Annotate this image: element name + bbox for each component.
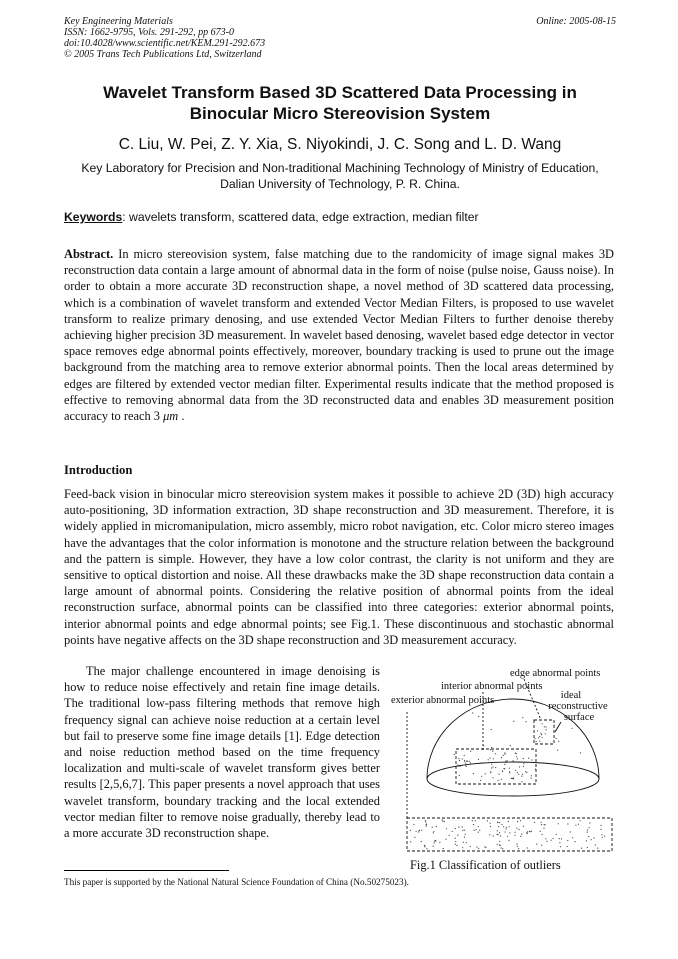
scatter-points [410, 712, 605, 849]
noise-dot [419, 830, 420, 831]
noise-dot [578, 824, 579, 825]
abstract-text: In micro stereovision system, false matching due to the randomicity of image signal makes 3D reconstruction data contain a large amount of abnormal data in the form of noise (pulse noise, Gauss noise). In order to obtain a more accurate 3D reconstruction shape, a novel method of 3D scattered data processing, which is a combination of wavelet transform and extended Vector Median Filters, is proposed to use wavelet transform to realize primary denosing, and use extended Vector Median Filters to further denoise thereby achieving higher precision 3D measurement. In wavelet based denosing, wavelet based edge detector in vector space removes edge abnormal points effectively, moreover, boundary tracking is used to prune out the image background from the matching area to remove exterior abnormal points. Then the local areas determined by edges are filtered by extended vector median filter. Experimental results indicate that the method proposed is effective to removing abnormal data from the 3D reconstructed data and enables 3D measurement position accuracy to reach 3 [64, 247, 614, 424]
section-heading-introduction: Introduction [64, 463, 133, 477]
noise-dot [455, 838, 456, 839]
noise-dot [509, 771, 510, 772]
noise-dot [545, 824, 546, 825]
noise-dot [518, 774, 519, 775]
noise-dot [530, 778, 531, 779]
keywords-text: wavelets transform, scattered data, edge extraction, median filter [125, 210, 479, 224]
noise-dot [527, 833, 528, 834]
noise-dot [546, 841, 547, 842]
noise-dot [534, 822, 535, 823]
noise-dot [487, 820, 488, 821]
noise-dot [497, 822, 498, 823]
noise-dot [497, 844, 498, 845]
noise-dot [558, 823, 559, 824]
noise-dot [502, 848, 503, 849]
noise-dot [574, 841, 575, 842]
noise-dot [466, 761, 467, 762]
noise-dot [490, 826, 491, 827]
noise-dot [511, 778, 512, 779]
noise-dot [443, 848, 444, 849]
noise-dot [538, 737, 539, 738]
noise-dot [507, 760, 508, 761]
noise-dot [498, 780, 499, 781]
noise-dot [444, 821, 445, 822]
noise-dot [488, 759, 489, 760]
noise-dot [542, 834, 543, 835]
noise-dot [491, 767, 492, 768]
paper-title [64, 82, 616, 124]
noise-dot [500, 845, 501, 846]
noise-dot [531, 831, 532, 832]
noise-dot [478, 826, 479, 827]
noise-dot [464, 755, 465, 756]
noise-dot [410, 841, 411, 842]
noise-dot [484, 846, 485, 847]
noise-dot [505, 762, 506, 763]
noise-dot [556, 834, 557, 835]
noise-dot [497, 830, 498, 831]
edge-region-box [534, 720, 554, 744]
noise-dot [587, 829, 588, 830]
noise-dot [426, 848, 427, 849]
noise-dot [559, 842, 560, 843]
noise-dot [424, 846, 425, 847]
noise-dot [476, 846, 477, 847]
noise-dot [457, 766, 458, 767]
noise-dot [545, 726, 546, 727]
label-reconstructive: reconstructive [548, 701, 608, 712]
noise-dot [499, 841, 500, 842]
noise-dot [478, 832, 479, 833]
keywords [64, 210, 479, 224]
noise-dot [520, 820, 521, 821]
paper-affiliation [64, 161, 616, 192]
noise-dot [489, 834, 490, 835]
noise-dot [588, 836, 589, 837]
noise-dot [432, 827, 433, 828]
exterior-region-box [407, 818, 612, 851]
noise-dot [593, 837, 594, 838]
noise-dot [601, 825, 602, 826]
noise-dot [470, 846, 471, 847]
noise-dot [504, 764, 505, 765]
noise-dot [517, 758, 518, 759]
noise-dot [472, 712, 473, 713]
noise-dot [521, 834, 522, 835]
noise-dot [541, 822, 542, 823]
noise-dot [462, 826, 463, 827]
noise-dot [490, 749, 491, 750]
noise-dot [483, 745, 484, 746]
noise-dot [436, 826, 437, 827]
noise-dot [523, 758, 524, 759]
noise-dot [580, 820, 581, 821]
noise-dot [525, 771, 526, 772]
noise-dot [464, 761, 465, 762]
noise-dot [470, 762, 471, 763]
noise-dot [456, 845, 457, 846]
noise-dot [493, 835, 494, 836]
label-edge-abnormal-points: edge abnormal points [510, 668, 601, 679]
noise-dot [604, 836, 605, 837]
noise-dot [473, 773, 474, 774]
noise-dot [521, 781, 522, 782]
noise-dot [469, 761, 470, 762]
noise-dot [523, 826, 524, 827]
noise-dot [463, 842, 464, 843]
noise-dot [537, 730, 538, 731]
noise-dot [442, 819, 443, 820]
noise-dot [575, 825, 576, 826]
noise-dot [421, 841, 422, 842]
noise-dot [491, 729, 492, 730]
noise-dot [504, 752, 505, 753]
noise-dot [474, 830, 475, 831]
noise-dot [508, 821, 509, 822]
affiliation-line-2: Dalian University of Technology, P. R. China. [220, 176, 460, 191]
noise-dot [510, 745, 511, 746]
noise-dot [570, 831, 571, 832]
affiliation-line-1: Key Laboratory for Precision and Non-traditional Machining Technology of Ministry of Education, [81, 161, 599, 175]
journal-header [64, 16, 265, 60]
figure-caption: Fig.1 Classification of outliers [410, 858, 561, 872]
noise-dot [572, 728, 573, 729]
noise-dot [433, 832, 434, 833]
noise-dot [567, 823, 568, 824]
noise-dot [545, 838, 546, 839]
noise-dot [491, 747, 492, 748]
noise-dot [543, 828, 544, 829]
noise-dot [542, 737, 543, 738]
noise-dot [586, 840, 587, 841]
noise-dot [528, 758, 529, 759]
noise-dot [498, 826, 499, 827]
noise-dot [513, 778, 514, 779]
noise-dot [514, 835, 515, 836]
noise-dot [478, 848, 479, 849]
noise-dot [478, 716, 479, 717]
noise-dot [478, 759, 479, 760]
noise-dot [416, 831, 417, 832]
journal-copyright: © 2005 Trans Tech Publications Ltd, Switzerland [64, 49, 262, 60]
noise-dot [439, 842, 440, 843]
journal-issn: ISSN: 1662-9795, Vols. 291-292, pp 673-0 [64, 27, 234, 38]
label-surface: surface [563, 712, 595, 723]
noise-dot [551, 840, 552, 841]
noise-dot [591, 839, 592, 840]
noise-dot [446, 828, 447, 829]
noise-dot [459, 775, 460, 776]
noise-dot [554, 725, 555, 726]
noise-dot [522, 774, 523, 775]
figure-outlier-classification [389, 664, 614, 856]
noise-dot [527, 847, 528, 848]
noise-dot [480, 780, 481, 781]
noise-dot [508, 840, 509, 841]
noise-dot [509, 826, 510, 827]
noise-dot [535, 769, 536, 770]
noise-dot [490, 772, 491, 773]
noise-dot [516, 756, 517, 757]
noise-dot [517, 846, 518, 847]
noise-dot [516, 828, 517, 829]
noise-dot [458, 827, 459, 828]
noise-dot [466, 766, 467, 767]
keywords-label: Keywords [64, 210, 123, 224]
noise-dot [492, 766, 493, 767]
noise-dot [462, 847, 463, 848]
noise-dot [472, 820, 473, 821]
noise-dot [553, 838, 554, 839]
noise-dot [476, 829, 477, 830]
noise-dot [452, 831, 453, 832]
noise-dot [492, 777, 493, 778]
noise-dot [560, 846, 561, 847]
noise-dot [481, 776, 482, 777]
noise-dot [499, 822, 500, 823]
surface-pointer-line [555, 722, 561, 732]
noise-dot [462, 830, 463, 831]
noise-dot [541, 845, 542, 846]
introduction-paragraph-2: The major challenge encountered in image denoising is how to reduce noise effectively and retain fine image details. The traditional low-pass filtering methods that remove high frequency signal can achieve noise reduction at a certain level but fail to preserve some fine image details [1]. Edge detection and noise reduction method based on the time frequency localization and multi-scale of wavelet transform gives better results [2,5,6,7]. This paper presents a novel approach that uses wavelet transform, boundary tracking and the local extended vector median filter to remove noise gradually, thereby lead to a more accurate 3D reconstruction shape. [64, 664, 380, 841]
noise-dot [519, 766, 520, 767]
noise-dot [542, 723, 543, 724]
noise-dot [495, 767, 496, 768]
noise-dot [433, 831, 434, 832]
noise-dot [525, 721, 526, 722]
noise-dot [544, 726, 545, 727]
noise-dot [531, 775, 532, 776]
noise-dot [455, 828, 456, 829]
abstract-label: Abstract. [64, 247, 114, 261]
paper-authors: C. Liu, W. Pei, Z. Y. Xia, S. Niyokindi, J. C. Song and L. D. Wang [118, 136, 562, 153]
noise-dot [507, 836, 508, 837]
noise-dot [485, 773, 486, 774]
noise-dot [458, 758, 459, 759]
footnote-rule [64, 870, 229, 871]
noise-dot [556, 738, 557, 739]
noise-dot [527, 831, 528, 832]
noise-dot [523, 766, 524, 767]
noise-dot [545, 733, 546, 734]
noise-dot [516, 753, 517, 754]
noise-dot [581, 848, 582, 849]
noise-dot [558, 741, 559, 742]
noise-dot [502, 770, 503, 771]
noise-dot [455, 841, 456, 842]
noise-dot [572, 837, 573, 838]
noise-dot [534, 738, 535, 739]
noise-dot [589, 827, 590, 828]
keywords-colon: : [122, 210, 126, 224]
noise-dot [503, 826, 504, 827]
noise-dot [541, 734, 542, 735]
noise-dot [454, 754, 455, 755]
noise-dot [515, 770, 516, 771]
noise-dot [540, 831, 541, 832]
noise-dot [506, 828, 507, 829]
noise-dot [462, 758, 463, 759]
noise-dot [517, 821, 518, 822]
noise-dot [546, 729, 547, 730]
noise-dot [517, 772, 518, 773]
noise-dot [426, 826, 427, 827]
noise-dot [587, 847, 588, 848]
noise-dot [516, 844, 517, 845]
noise-dot [526, 772, 527, 773]
noise-dot [509, 772, 510, 773]
noise-dot [501, 847, 502, 848]
noise-dot [498, 774, 499, 775]
introduction-paragraph-1: Feed-back vision in binocular micro stereovision system makes it possible to achieve 2D (3D) high accuracy auto-positioning, 3D information extraction, 3D shape reconstruction and 3D measurement. Therefore, it is widely applied in micromanipulation, micro assembly, micro robot navigation, etc. Color micro stereo images have the advantages that the color information is monotone and the structure relation between the background and the pattern is simple. However, they have a low color contrast, the clarity is not uniform and they are sensitive to optical distortion and noise. All these drawbacks make the 3D shape reconstruction data contain a large amount of abnormal points. Considering the relative position of abnormal points from the ideal reconstruction surface, abnormal points can be classified into three categories: exterior abnormal points, interior abnormal points and edge abnormal points; see Fig.1. These discontinuous and stochastic abnormal points have negative affects on the 3D shape reconstruction and 3D measurement accuracy. [64, 487, 614, 647]
noise-dot [465, 765, 466, 766]
noise-dot [455, 844, 456, 845]
noise-dot [505, 761, 506, 762]
noise-dot [464, 836, 465, 837]
noise-dot [509, 768, 510, 769]
noise-dot [480, 762, 481, 763]
noise-dot [531, 759, 532, 760]
noise-dot [435, 840, 436, 841]
noise-dot [541, 824, 542, 825]
noise-dot [465, 763, 466, 764]
noise-dot [600, 829, 601, 830]
noise-dot [513, 760, 514, 761]
online-date: Online: 2005-08-15 [536, 16, 616, 27]
noise-dot [425, 820, 426, 821]
noise-dot [521, 776, 522, 777]
noise-dot [518, 829, 519, 830]
noise-dot [413, 824, 414, 825]
noise-dot [589, 822, 590, 823]
noise-dot [580, 752, 581, 753]
noise-dot [457, 835, 458, 836]
noise-dot [479, 830, 480, 831]
noise-dot [493, 758, 494, 759]
paper-title-line-1: Wavelet Transform Based 3D Scattered Data Processing in [103, 83, 577, 102]
noise-dot [426, 824, 427, 825]
noise-dot [449, 835, 450, 836]
noise-dot [489, 757, 490, 758]
paper-title-line-2: Binocular Micro Stereovision System [189, 104, 491, 123]
noise-dot [567, 846, 568, 847]
noise-dot [504, 768, 505, 769]
abstract [64, 246, 614, 424]
noise-dot [490, 823, 491, 824]
noise-dot [418, 831, 419, 832]
noise-dot [567, 840, 568, 841]
abstract-unit: μm [163, 409, 179, 424]
noise-dot [410, 830, 411, 831]
noise-dot [587, 832, 588, 833]
noise-dot [414, 837, 415, 838]
noise-dot [518, 848, 519, 849]
noise-dot [561, 838, 562, 839]
noise-dot [595, 844, 596, 845]
noise-dot [522, 717, 523, 718]
noise-dot [460, 766, 461, 767]
noise-dot [601, 834, 602, 835]
noise-dot [475, 820, 476, 821]
noise-dot [509, 832, 510, 833]
noise-dot [529, 831, 530, 832]
footnote: This paper is supported by the National Natural Science Foundation of China (No.50275023). [64, 877, 409, 887]
label-interior-abnormal-points: interior abnormal points [441, 681, 543, 692]
noise-dot [421, 830, 422, 831]
noise-dot [557, 750, 558, 751]
noise-dot [539, 736, 540, 737]
noise-dot [503, 755, 504, 756]
noise-dot [505, 754, 506, 755]
noise-dot [513, 721, 514, 722]
noise-dot [539, 740, 540, 741]
noise-dot [501, 779, 502, 780]
noise-dot [506, 827, 507, 828]
noise-dot [536, 741, 537, 742]
noise-dot [434, 842, 435, 843]
journal-name: Key Engineering Materials [64, 16, 173, 27]
noise-dot [540, 733, 541, 734]
noise-dot [491, 764, 492, 765]
noise-dot [457, 764, 458, 765]
noise-dot [473, 824, 474, 825]
interior-region-box [456, 749, 536, 784]
noise-dot [559, 838, 560, 839]
noise-dot [466, 842, 467, 843]
noise-dot [445, 839, 446, 840]
noise-dot [497, 834, 498, 835]
noise-dot [500, 835, 501, 836]
noise-dot [505, 831, 506, 832]
journal-doi[interactable]: doi:10.4028/www.scientific.net/KEM.291-292.673 [64, 38, 266, 49]
abstract-end: . [178, 409, 185, 424]
noise-dot [470, 751, 471, 752]
noise-dot [495, 753, 496, 754]
noise-dot [501, 757, 502, 758]
noise-dot [465, 834, 466, 835]
noise-dot [464, 760, 465, 761]
noise-dot [597, 848, 598, 849]
noise-dot [492, 751, 493, 752]
noise-dot [425, 821, 426, 822]
noise-dot [501, 824, 502, 825]
noise-dot [536, 844, 537, 845]
label-exterior-abnormal-points: exterior abnormal points [391, 695, 495, 706]
noise-dot [523, 763, 524, 764]
noise-dot [442, 821, 443, 822]
label-ideal: ideal [560, 690, 582, 701]
noise-dot [499, 832, 500, 833]
noise-dot [433, 846, 434, 847]
noise-dot [464, 830, 465, 831]
noise-dot [424, 845, 425, 846]
noise-dot [602, 837, 603, 838]
noise-dot [459, 760, 460, 761]
noise-dot [520, 836, 521, 837]
noise-dot [515, 832, 516, 833]
noise-dot [499, 845, 500, 846]
